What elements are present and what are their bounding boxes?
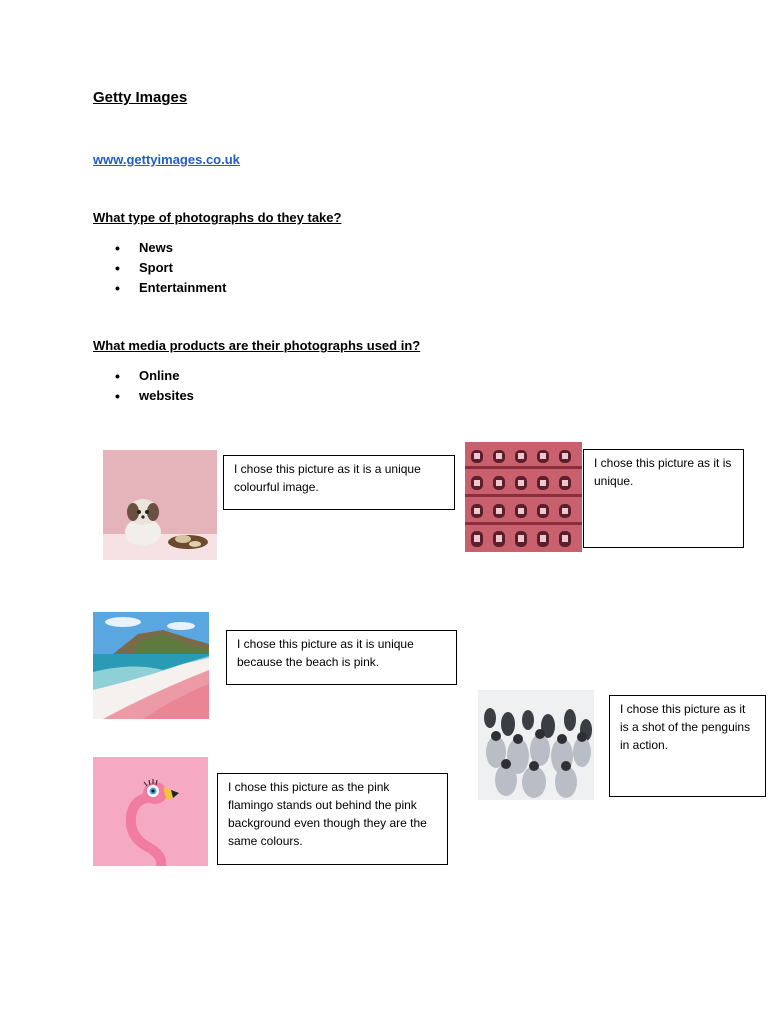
media-products-list xyxy=(115,366,194,406)
flamingo-caption: I chose this picture as the pink flamingo stands out behind the pink background even though they are the same colours. xyxy=(217,773,448,865)
question-photo-types: What type of photographs do they take? xyxy=(93,210,342,225)
palace-photo xyxy=(465,442,582,552)
penguins-caption: I chose this picture as it is a shot of the penguins in action. xyxy=(609,695,766,797)
page-title: Getty Images xyxy=(93,89,188,106)
list-item: • News xyxy=(115,238,226,258)
getty-website-link[interactable]: www.gettyimages.co.uk xyxy=(93,152,240,167)
penguins-photo xyxy=(478,690,594,800)
list-item: • Online xyxy=(115,366,194,386)
beach-caption: I chose this picture as it is unique because the beach is pink. xyxy=(226,630,457,685)
beach-photo xyxy=(93,612,209,719)
flamingo-photo xyxy=(93,757,208,866)
list-item: • Sport xyxy=(115,258,226,278)
question-media-products: What media products are their photographs used in? xyxy=(93,338,421,353)
dog-photo xyxy=(103,450,217,560)
list-item: • websites xyxy=(115,386,194,406)
dog-caption: I chose this picture as it is a unique colourful image. xyxy=(223,455,455,510)
photo-types-list xyxy=(115,238,226,298)
palace-caption: I chose this picture as it is unique. xyxy=(583,449,744,548)
list-item: • Entertainment xyxy=(115,278,226,298)
